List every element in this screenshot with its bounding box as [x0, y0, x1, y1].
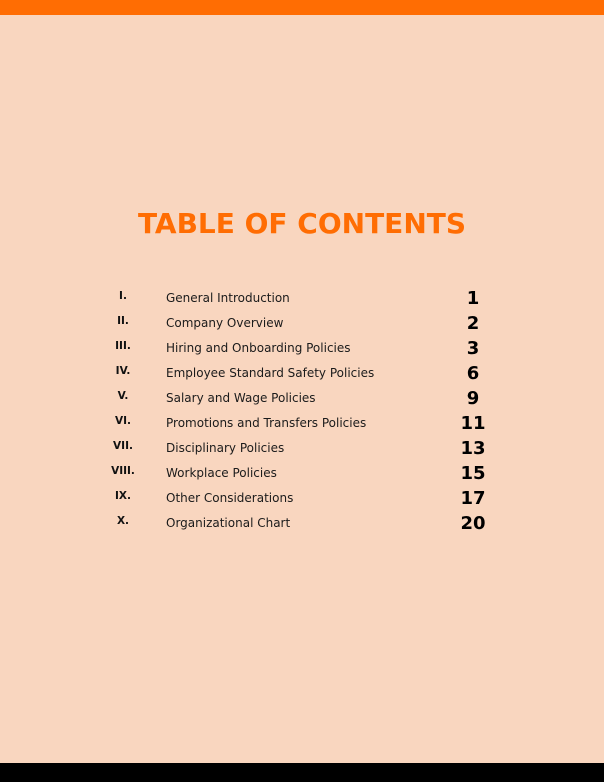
toc-entry: [0, 511, 604, 536]
toc-entry-title: Hiring and Onboarding Policies: [166, 341, 351, 355]
toc-entry: [0, 311, 604, 336]
toc-numeral: VI.: [114, 415, 132, 427]
toc-page-number: 2: [466, 313, 480, 334]
toc-page-number: 3: [466, 338, 480, 359]
toc-entry-title: Organizational Chart: [166, 516, 291, 530]
toc-numeral: X.: [116, 515, 130, 527]
toc-entry-title: Promotions and Transfers Policies: [166, 416, 367, 430]
toc-entry: [0, 436, 604, 461]
toc-numeral: IX.: [115, 490, 131, 502]
bottom-footer-bar: [0, 763, 604, 782]
toc-page-number: 9: [466, 388, 480, 409]
toc-entry-title: Company Overview: [166, 316, 284, 330]
toc-page-number: 17: [460, 488, 486, 509]
toc-entry: [0, 336, 604, 361]
toc-page-number: 13: [460, 438, 486, 459]
toc-numeral: VII.: [113, 440, 133, 452]
toc-entry-title: Other Considerations: [166, 491, 294, 505]
toc-entry: [0, 361, 604, 386]
toc-entry: [0, 386, 604, 411]
toc-entry: [0, 461, 604, 486]
toc-entry-title: Employee Standard Safety Policies: [166, 366, 375, 380]
toc-page-number: 1: [466, 288, 480, 309]
toc-numeral: VIII.: [111, 465, 135, 477]
toc-entry: [0, 286, 604, 311]
table-of-contents: [0, 286, 604, 536]
toc-entry-title: Workplace Policies: [166, 466, 277, 480]
page-title: TABLE OF CONTENTS: [137, 207, 467, 240]
toc-page-number: 20: [460, 513, 486, 534]
top-accent-bar: [0, 0, 604, 15]
toc-page-number: 11: [460, 413, 486, 434]
toc-numeral: III.: [115, 340, 131, 352]
toc-entry-title: Disciplinary Policies: [166, 441, 285, 455]
toc-numeral: V.: [117, 390, 129, 402]
toc-entry-title: General Introduction: [166, 291, 290, 305]
toc-numeral: II.: [117, 315, 129, 327]
toc-page-number: 6: [466, 363, 480, 384]
toc-page-number: 15: [460, 463, 486, 484]
toc-numeral: IV.: [115, 365, 131, 377]
toc-numeral: I.: [119, 290, 127, 302]
toc-entry: [0, 486, 604, 511]
toc-entry-title: Salary and Wage Policies: [166, 391, 316, 405]
toc-entry: [0, 411, 604, 436]
